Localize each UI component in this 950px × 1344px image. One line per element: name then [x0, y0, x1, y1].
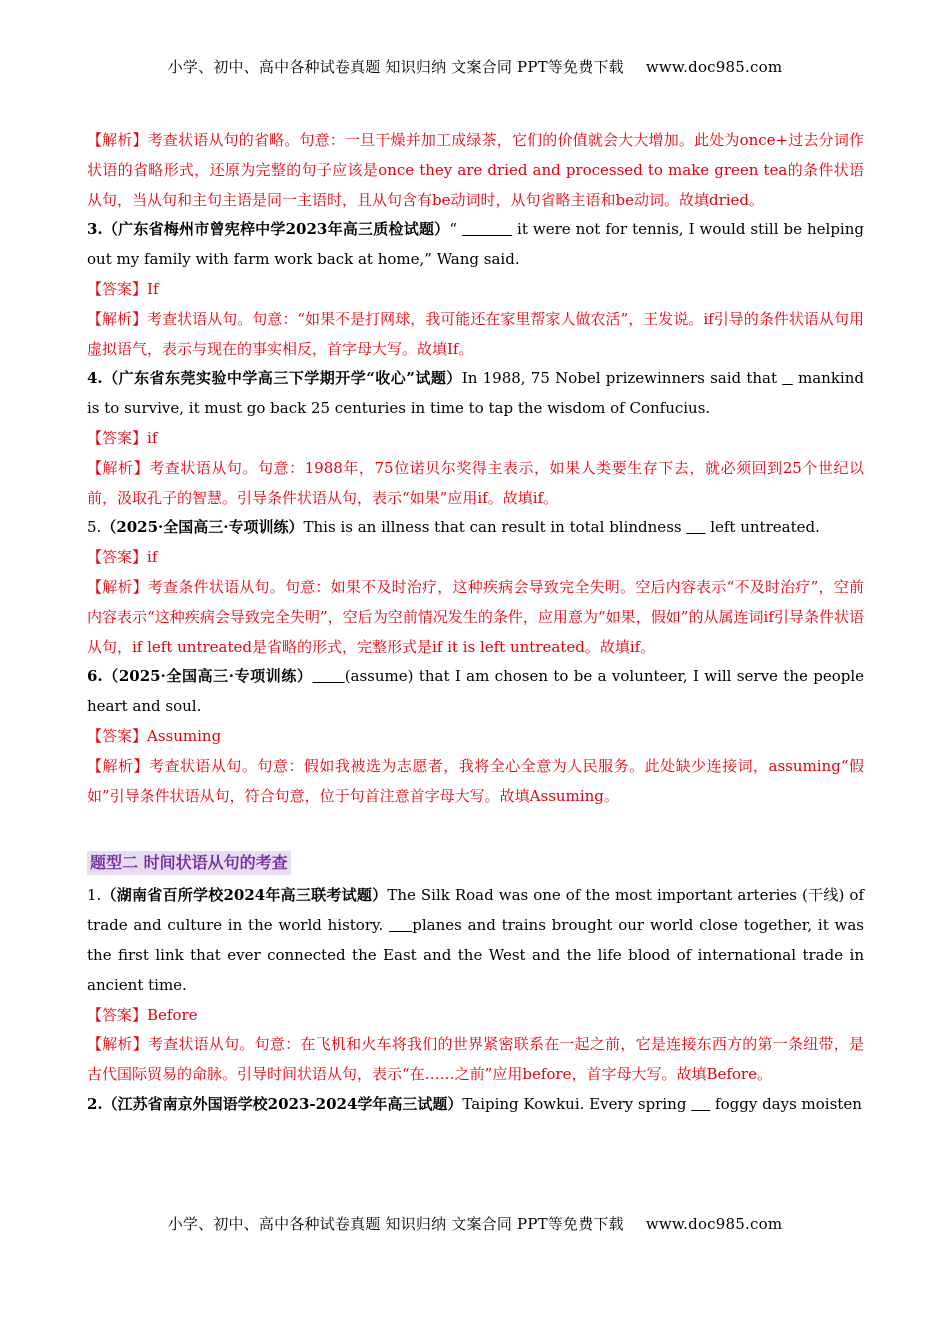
- section2-question-1: [87, 881, 864, 1000]
- answer-value: Assuming: [147, 726, 222, 745]
- answer-line: [87, 722, 864, 752]
- question-source: （广东省梅州市曾宪梓中学2023年高三质检试题）: [102, 220, 450, 239]
- answer-line: [87, 1001, 864, 1031]
- question-number: 3.: [87, 220, 103, 239]
- question-5: [87, 513, 864, 543]
- answer-blank: [782, 369, 792, 387]
- question-text-pre: This is an illness that can result in total blindness: [303, 518, 687, 537]
- answer-line: [87, 424, 864, 454]
- question-text-pre: “: [449, 220, 463, 239]
- answer-blank: [462, 220, 512, 238]
- question-text-pre: In 1988, 75 Nobel prizewinners said that: [461, 369, 783, 388]
- answer-value: Before: [147, 1005, 198, 1024]
- answer-value: if: [147, 548, 158, 567]
- question-source: （江苏省南京外国语学校2023-2024学年高三试题）: [102, 1094, 463, 1113]
- analysis-tag: 【解析】: [87, 756, 149, 775]
- section2-question-2: [87, 1090, 864, 1120]
- question-3: [87, 215, 864, 275]
- answer-value: if: [147, 428, 158, 447]
- answer-blank: [313, 667, 345, 685]
- question-source: （2025·全国高三·专项训练）: [102, 667, 313, 686]
- question-text-post: planes and trains brought our world close together, it was the first link that ever connected the East and the West and the life blood of international trade in ancient time.: [87, 916, 864, 994]
- question-number: 6.: [87, 667, 103, 686]
- analysis-tag: 【解析】: [87, 458, 150, 477]
- analysis-tag: 【解析】: [87, 131, 148, 149]
- question-text-post: left untreated.: [705, 518, 820, 537]
- analysis-paragraph: [87, 454, 864, 514]
- analysis-tag: 【解析】: [87, 309, 148, 328]
- answer-tag: 【答案】: [87, 1005, 148, 1024]
- question-6: [87, 662, 864, 722]
- document-body: [87, 126, 864, 1120]
- analysis-text: 考查状语从句。句意：在飞机和火车将我们的世界紧密联系在一起之前，它是连接东西方的第一条纽带，是古代国际贸易的命脉。引导时间状语从句，表示“在……之前”应用before，首字母大写。故填Before。: [87, 1035, 864, 1084]
- analysis-text: 考查状语从句的省略。句意：一旦干燥并加工成绿茶，它们的价值就会大大增加。此处为once+过去分词作状语的省略形式，还原为完整的句子应该是once they are dried and processed to make green tea的条件状语从句，当从句和主句主语是同一主语时，且从句含有be动词时，从句省略主语和be动词。故填dried。: [87, 131, 864, 209]
- question-text-post: foggy days moisten: [710, 1094, 862, 1113]
- question-text-pre: The Silk Road was one of the most important arteries (干线) of trade and culture in the world history.: [87, 886, 865, 935]
- section-spacer: [87, 811, 864, 841]
- answer-tag: 【答案】: [87, 279, 148, 298]
- analysis-paragraph: [87, 573, 864, 662]
- question-source: （广东省东莞实验中学高三下学期开学“收心”试题）: [102, 369, 462, 388]
- analysis-text: 考查状语从句。句意：“如果不是打网球，我可能还在家里帮家人做农活”，王发说。if引导的条件状语从句用虚拟语气，表示与现在的事实相反，首字母大写。故填If。: [87, 309, 864, 358]
- page-footer: [0, 1213, 950, 1234]
- question-number: 2.: [87, 1094, 103, 1113]
- question-source: （湖南省百所学校2024年高三联考试题）: [101, 886, 388, 905]
- answer-line: [87, 543, 864, 573]
- answer-blank: [686, 518, 705, 536]
- page-header: [0, 56, 950, 77]
- answer-blank: [389, 916, 412, 934]
- footer-url[interactable]: www.doc985.com: [645, 1215, 783, 1233]
- analysis-text: 考查状语从句。句意：1988年，75位诺贝尔奖得主表示，如果人类要生存下去，就必须回到25个世纪以前，汲取孔子的智慧。引导条件状语从句，表示“如果”应用if。故填if。: [87, 458, 864, 507]
- answer-blank: [691, 1095, 710, 1113]
- analysis-tag: 【解析】: [87, 1035, 148, 1054]
- question-source: （2025·全国高三·专项训练）: [101, 518, 304, 537]
- answer-tag: 【答案】: [87, 428, 148, 447]
- answer-tag: 【答案】: [87, 548, 148, 567]
- footer-text: 小学、初中、高中各种试卷真题 知识归纳 文案合同 PPT等免费下载: [167, 1215, 624, 1233]
- analysis-text: 考查条件状语从句。句意：如果不及时治疗，这种疾病会导致完全失明。空后内容表示“不及时治疗”，空前内容表示“这种疾病会导致完全失明”，空后为空前情况发生的条件，应用意为“如果，假如”的从属连词if引导条件状语从句，if left untreated是省略的形式，完整形式是if it is left untreated。故填if。: [87, 577, 864, 656]
- question-text-post: mankind is to survive, it must go back 25 centuries in time to tap the wisdom of Confucius.: [87, 369, 864, 418]
- answer-value: If: [147, 279, 159, 298]
- question-number: 4.: [87, 369, 103, 388]
- analysis-paragraph: [87, 305, 864, 365]
- question-number: 5.: [87, 518, 102, 537]
- answer-tag: 【答案】: [87, 726, 148, 745]
- question-text-post: it were not for tennis, I would still be helping out my family with farm work back at home,” Wang said.: [87, 220, 864, 269]
- question-text-post: (assume) that I am chosen to be a volunteer, I will serve the people heart and soul.: [87, 667, 864, 716]
- analysis-paragraph: [87, 752, 864, 812]
- question-4: [87, 364, 864, 424]
- analysis-paragraph: [87, 1030, 864, 1090]
- analysis-text: 考查状语从句。句意：假如我被选为志愿者，我将全心全意为人民服务。此处缺少连接词，assuming“假如”引导条件状语从句，符合句意，位于句首注意首字母大写。故填Assuming。: [87, 756, 864, 805]
- answer-line: [87, 275, 864, 305]
- header-url[interactable]: www.doc985.com: [645, 58, 783, 76]
- question-text-pre: Taiping Kowkui. Every spring: [462, 1094, 692, 1113]
- question-number: 1.: [87, 886, 102, 905]
- analysis-paragraph: [87, 126, 864, 215]
- section-title: 题型二 时间状语从句的考查: [87, 851, 291, 875]
- header-text: 小学、初中、高中各种试卷真题 知识归纳 文案合同 PPT等免费下载: [167, 58, 624, 76]
- analysis-tag: 【解析】: [87, 577, 148, 596]
